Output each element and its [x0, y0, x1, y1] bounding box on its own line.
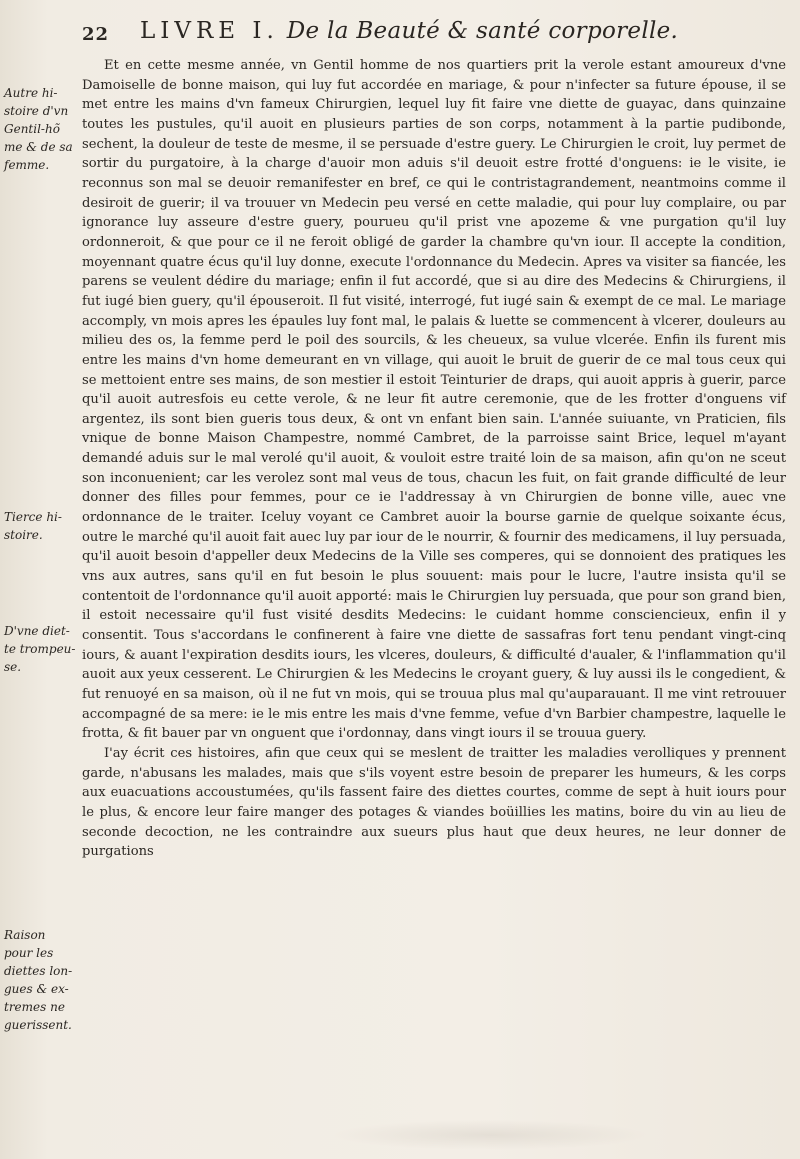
page-number: 22 [82, 24, 110, 45]
margin-notes [4, 0, 78, 1159]
running-title [140, 18, 678, 44]
body-text [82, 56, 786, 862]
margin-note-autre-histoire: Autre hi- stoire d'vn Gentil-hõ me & de sa femme. [4, 86, 73, 172]
book-label: LIVRE I. [140, 18, 279, 44]
margin-note-tierce-histoire: Tierce hi- stoire. [4, 510, 62, 542]
margin-note-raison-diettes: Raison pour les diettes lon- gues & ex- tremes ne guerissent. [4, 928, 73, 1032]
paragraph-histories: Et en cette mesme année, vn Gentil homme de nos quartiers prit la verole estant amoureux d'vne Damoiselle de bonne maison, qui luy fut accordée en mariage, & pour n'infecter sa future épouse, il se met entre les mains d'vn fameux Chirurgien, lequel luy fit faire vne diette de guayac, dans quinzaine toutes les pustules, qu'il auoit en plusieurs parties de son corps, notamment à la partie pudibonde, sechent, la douleur de teste de mesme, il se persuade d'estre guery. Le Chirurgien le croit, luy permet de sortir du purgatoire, à la charge d'auoir mon aduis s'il deuoit estre frotté d'onguens: ie le visite, ie reconnus son mal se deuoir remanifester en bref, ce qui le contristagrandement, neantmoins comme il desiroit de guerir; il va trouuer vn Medecin peu versé en cette maladie, qui pour luy complaire, ou par ignorance luy asseure d'estre guery, pourueu qu'il prist vne apozeme & vne purgation qu'il luy ordonneroit, & que pour ce il ne feroit obligé de garder la chambre qu'vn iour. Il accepte la condition, moyennant quatre écus qu'il luy donne, execute l'ordonnance du Medecin. Apres va visiter sa fiancée, les parens se veulent dédire du mariage; enfin il fut accordé, que si au dire des Medecins & Chirurgiens, il fut iugé bien guery, qu'il épouseroit. Il fut visité, interrogé, fut iugé sain & exempt de ce mal. Le mariage accomply, vn mois apres les épaules luy font mal, le palais & luette se commencent à vlcerer, douleurs au milieu des os, la femme perd le poil des sourcils, & les cheueux, sa vulue vlcerée. Enfin ils furent mis entre les mains d'vn home demeurant en vn village, qui auoit le bruit de guerir de ce mal tous ceux qui se mettoient entre ses mains, de son mestier il estoit Teinturier de draps, qui auoit appris à guerir, parce qu'il auoit autresfois eu cette verole, & ne leur fit autre ceremonie, que de les frotter d'onguens vif argentez, ils sont bien gueris tous deux, & ont vn enfant bien sain. L'année suiuante, vn Praticien, fils vnique de bonne Maison Champestre, nommé Cambret, de la parroisse saint Brice, lequel m'ayant demandé aduis sur le mal verolé qu'il auoit, & vouloit estre traité loin de sa maison, afin qu'on ne sceut son inconuenient; car les verolez sont mal veus de tous, chacun les fuit, on fait grande difficulté de leur donner des filles pour femmes, pour ce ie l'addressay à vn Chirurgien de bonne ville, auec vne ordonnance de le traiter. Iceluy voyant ce Cambret auoir la bourse garnie de quelque soixante écus, outre le marché qu'il auoit fait auec luy par iour de le nourrir, & fournir des medicamens, il luy persuada, qu'il auoit besoin d'appeller deux Medecins de la Ville ses comperes, qui se donnoient des pratiques les vns aux autres, sans qu'il en fut besoin le plus souuent: mais pour le lucre, l'autre insista qu'il se contentoit de l'ordonnance qu'il auoit apporté: mais le Chirurgien luy persuada, que pour son grand bien, il estoit necessaire qu'il fust visité desdits Medecins: le cuidant homme consciencieux, enfin il y consentit. Tous s'accordans le confinerent à faire vne diette de sassafras fort tenu pendant vingt-cinq iours, & auant l'expiration desdits iours, les vlceres, douleurs, & difficulté d'aualer, & l'inflammation qu'il auoit aux yeux cesserent. Le Chirurgien & les Medecins le croyant guery, & luy aussi ils le congedient, & fut renuoyé en sa maison, où il ne fut vn mois, qui se trouua plus mal qu'auparauant. Il me vint retrouuer accompagné de sa mere: ie le mis entre les mais d'vne femme, vefue d'vn Barbier champestre, laquelle le frotta, & fit bauer par vn onguent que i'ordonnay, dans vingt iours il se trouua guery. [82, 58, 786, 742]
paragraph-conclusion: I'ay écrit ces histoires, afin que ceux qui se meslent de traitter les maladies verolliques y prennent garde, n'abusans les malades, mais que s'ils voyent estre besoin de preparer les humeurs, & les corps aux euacuations accoustumées, qu'ils fassent faire des diettes courtes, comme de sept à huit iours pour le plus, & encore leur faire manger des potages & viandes boüillies les matins, boire du vin au lieu de seconde decoction, ne les contraindre aux sueurs plus haut que deux heures, ne leur donner de purgations [82, 745, 786, 860]
page-header [82, 16, 786, 56]
chapter-title: De la Beauté & santé corporelle. [286, 18, 679, 44]
margin-note-diette-trompeuse: D'vne diet- te trompeu- se. [4, 624, 76, 674]
page-stain [330, 1120, 650, 1150]
